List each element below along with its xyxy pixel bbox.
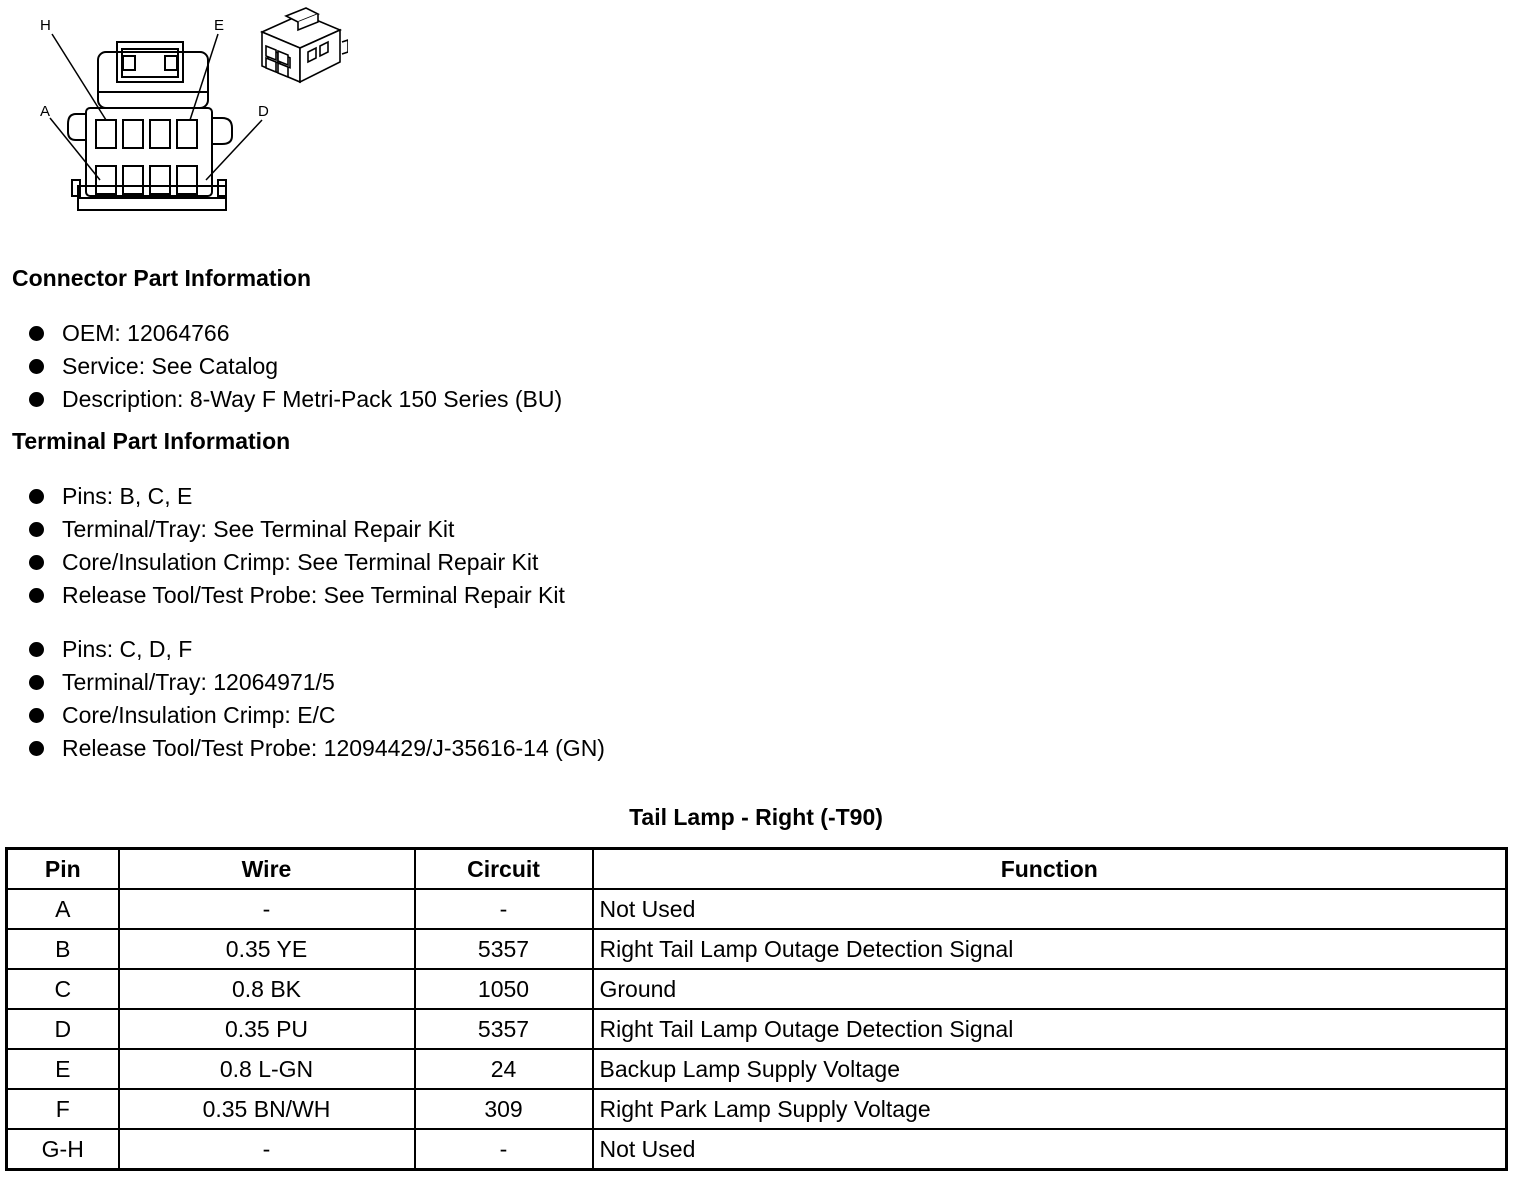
wire-cell: - (119, 889, 415, 929)
circuit-cell: 1050 (415, 969, 593, 1009)
wire-cell: 0.35 YE (119, 929, 415, 969)
connector-isometric-icon (256, 2, 348, 84)
list-item: Terminal/Tray: See Terminal Repair Kit (28, 513, 565, 546)
wire-cell: 0.35 BN/WH (119, 1089, 415, 1129)
connector-part-heading: Connector Part Information (12, 265, 312, 291)
pin-cell: F (7, 1089, 119, 1129)
bullet-icon (29, 392, 44, 407)
bullet-icon (29, 708, 44, 723)
pin-cell: A (7, 889, 119, 929)
function-cell: Not Used (593, 1129, 1507, 1170)
function-cell: Not Used (593, 889, 1507, 929)
list-item: OEM: 12064766 (28, 317, 562, 350)
function-cell: Right Tail Lamp Outage Detection Signal (593, 1009, 1507, 1049)
function-cell: Right Tail Lamp Outage Detection Signal (593, 929, 1507, 969)
bullet-icon (29, 675, 44, 690)
wire-cell: 0.8 L-GN (119, 1049, 415, 1089)
bullet-icon (29, 741, 44, 756)
pinout-table (5, 847, 1508, 1171)
table-row (7, 1129, 1507, 1170)
pin-cell: C (7, 969, 119, 1009)
circuit-cell: 5357 (415, 929, 593, 969)
pin-label-a: A (40, 103, 51, 120)
wire-cell: 0.35 PU (119, 1009, 415, 1049)
column-header-pin: Pin (7, 849, 119, 890)
terminal-part-list-2 (28, 633, 605, 765)
terminal-part-heading: Terminal Part Information (12, 428, 291, 454)
bullet-icon (29, 489, 44, 504)
list-item: Pins: C, D, F (28, 633, 605, 666)
pin-label-d: D (258, 103, 269, 120)
column-header-function: Function (593, 849, 1507, 890)
function-cell: Ground (593, 969, 1507, 1009)
list-item: Core/Insulation Crimp: See Terminal Repair Kit (28, 546, 565, 579)
pin-cell: E (7, 1049, 119, 1089)
circuit-cell: 5357 (415, 1009, 593, 1049)
table-row (7, 1089, 1507, 1129)
list-item: Terminal/Tray: 12064971/5 (28, 666, 605, 699)
pin-cell: B (7, 929, 119, 969)
pin-label-h: H (40, 17, 51, 34)
circuit-cell: 309 (415, 1089, 593, 1129)
bullet-icon (29, 522, 44, 537)
column-header-circuit: Circuit (415, 849, 593, 890)
table-title: Tail Lamp - Right (-T90) (629, 804, 883, 830)
table-header-row (7, 849, 1507, 890)
connector-part-list (28, 317, 562, 416)
pin-cell: D (7, 1009, 119, 1049)
bullet-icon (29, 642, 44, 657)
table-row (7, 889, 1507, 929)
bullet-icon (29, 326, 44, 341)
list-item: Pins: B, C, E (28, 480, 565, 513)
connector-face-diagram (0, 0, 300, 225)
function-cell: Right Park Lamp Supply Voltage (593, 1089, 1507, 1129)
list-item: Description: 8-Way F Metri-Pack 150 Series (BU) (28, 383, 562, 416)
table-row (7, 929, 1507, 969)
pin-cell: G-H (7, 1129, 119, 1170)
bullet-icon (29, 359, 44, 374)
list-item: Release Tool/Test Probe: See Terminal Repair Kit (28, 579, 565, 612)
terminal-part-list-1 (28, 480, 565, 612)
wire-cell: - (119, 1129, 415, 1170)
list-item: Core/Insulation Crimp: E/C (28, 699, 605, 732)
table-row (7, 1009, 1507, 1049)
circuit-cell: - (415, 1129, 593, 1170)
circuit-cell: 24 (415, 1049, 593, 1089)
list-item: Release Tool/Test Probe: 12094429/J-35616-14 (GN) (28, 732, 605, 765)
list-item: Service: See Catalog (28, 350, 562, 383)
column-header-wire: Wire (119, 849, 415, 890)
circuit-cell: - (415, 889, 593, 929)
function-cell: Backup Lamp Supply Voltage (593, 1049, 1507, 1089)
table-row (7, 1049, 1507, 1089)
table-row (7, 969, 1507, 1009)
bullet-icon (29, 555, 44, 570)
bullet-icon (29, 588, 44, 603)
pin-label-e: E (214, 17, 225, 34)
wire-cell: 0.8 BK (119, 969, 415, 1009)
